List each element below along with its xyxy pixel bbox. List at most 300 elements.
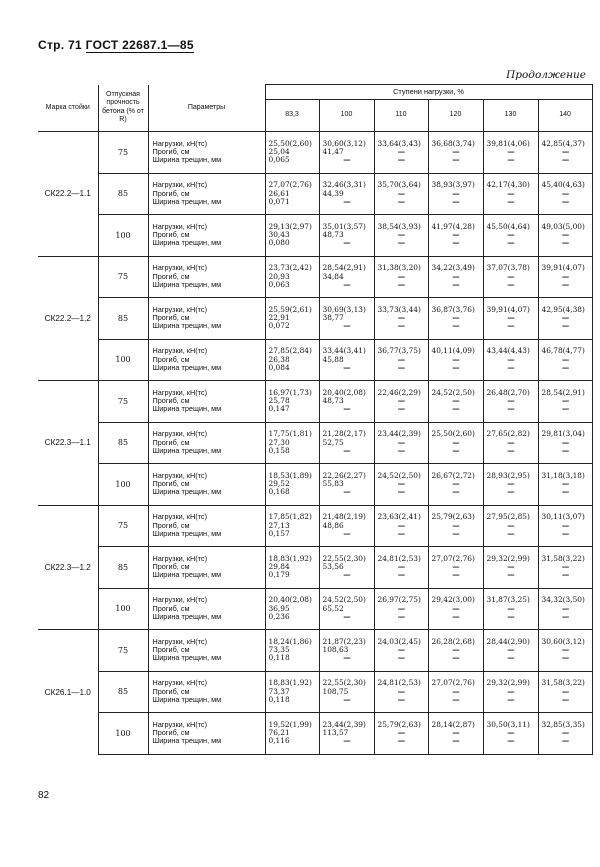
cell-value: 29,52 bbox=[268, 479, 290, 489]
dash-mark: — bbox=[452, 147, 460, 157]
cell-value: 29,42(3,00) bbox=[431, 595, 475, 605]
dash-mark: — bbox=[507, 362, 515, 372]
cell-value: 42,95(4,38) bbox=[541, 304, 585, 314]
value-cell-level-3 bbox=[374, 256, 428, 298]
value-cell-level-6 bbox=[538, 256, 592, 298]
cell-value: 45,88 bbox=[322, 354, 344, 364]
cell-value: 28,44(2,90) bbox=[486, 636, 530, 646]
cell-value: 0,157 bbox=[268, 528, 290, 538]
cell-value: 25,04 bbox=[268, 147, 290, 157]
value-cell-level-3 bbox=[374, 298, 428, 340]
cell-value: 17,75(1,81) bbox=[268, 429, 312, 439]
cell-value: 27,30 bbox=[268, 437, 290, 447]
dash-mark: — bbox=[397, 479, 406, 489]
cell-value: 42,85(4,37) bbox=[541, 138, 585, 148]
value-cell-level-2 bbox=[319, 547, 374, 589]
table-row bbox=[38, 381, 592, 423]
dash-mark: — bbox=[397, 570, 406, 580]
cell-value: 24,81(2,53) bbox=[377, 553, 421, 563]
dash-mark: — bbox=[561, 694, 570, 704]
dash-mark: — bbox=[507, 404, 515, 414]
dash-mark: — bbox=[561, 188, 570, 198]
dash-mark: — bbox=[343, 445, 351, 455]
dash-mark: — bbox=[452, 321, 460, 331]
dash-mark: — bbox=[452, 445, 460, 455]
dash-mark: — bbox=[561, 603, 570, 613]
dash-mark: — bbox=[452, 487, 460, 497]
value-cell-level-3 bbox=[374, 505, 428, 547]
params-cell bbox=[148, 671, 265, 713]
dash-mark: — bbox=[452, 570, 460, 580]
value-cell-level-4 bbox=[428, 173, 483, 215]
dash-mark: — bbox=[452, 362, 460, 372]
dash-mark: — bbox=[507, 196, 515, 206]
dash-mark: — bbox=[561, 611, 570, 621]
value-cell-level-5 bbox=[483, 173, 538, 215]
value-cell-level-3 bbox=[374, 422, 428, 464]
cell-value: 22,46(2,29) bbox=[377, 387, 421, 397]
table-row bbox=[38, 256, 592, 298]
dash-mark: — bbox=[507, 562, 515, 572]
value-cell-level-6 bbox=[538, 671, 592, 713]
cell-value: 20,40(2,08) bbox=[268, 595, 312, 605]
mark-cell: СК26.1—1.0 bbox=[38, 630, 98, 755]
dash-mark: — bbox=[452, 271, 460, 281]
value-cell-level-2 bbox=[319, 298, 374, 340]
cell-value: 16,97(1,73) bbox=[268, 387, 312, 397]
cell-value: 22,26(2,27) bbox=[322, 470, 366, 480]
dash-mark: — bbox=[397, 354, 406, 364]
params-cell bbox=[148, 505, 265, 547]
cell-value: 36,95 bbox=[268, 603, 290, 613]
table-row bbox=[38, 588, 592, 630]
value-cell-level-4 bbox=[428, 132, 483, 174]
dash-mark: — bbox=[452, 479, 460, 489]
value-cell-level-3 bbox=[374, 547, 428, 589]
dash-mark: — bbox=[507, 445, 515, 455]
value-cell-level-3 bbox=[374, 671, 428, 713]
value-cell-level-1 bbox=[265, 381, 319, 423]
cell-value: 27,13 bbox=[268, 520, 290, 530]
cell-value: 38,54(3,93) bbox=[377, 221, 421, 231]
cell-value: 25,50(2,60) bbox=[431, 429, 475, 439]
dash-mark: — bbox=[343, 611, 351, 621]
params-cell bbox=[148, 132, 265, 174]
cell-value: 30,60(3,12) bbox=[541, 636, 585, 646]
dash-mark: — bbox=[343, 528, 351, 538]
load-level-header: 110 bbox=[374, 100, 428, 132]
strength-cell: 85 bbox=[98, 422, 148, 464]
dash-mark: — bbox=[561, 479, 570, 489]
value-cell-level-3 bbox=[374, 588, 428, 630]
cell-value: 23,63(2,41) bbox=[377, 512, 421, 522]
cell-value: 20,93 bbox=[268, 271, 290, 281]
cell-value: 36,68(3,74) bbox=[431, 138, 475, 148]
cell-value: 24,81(2,53) bbox=[377, 678, 421, 688]
dash-mark: — bbox=[561, 570, 570, 580]
value-cell-level-4 bbox=[428, 713, 483, 755]
value-cell-level-6 bbox=[538, 505, 592, 547]
params-cell bbox=[148, 464, 265, 506]
cell-value: 0,147 bbox=[268, 404, 290, 414]
value-cell-level-5 bbox=[483, 505, 538, 547]
strength-cell: 85 bbox=[98, 547, 148, 589]
value-cell-level-3 bbox=[374, 173, 428, 215]
cell-value: 0,084 bbox=[268, 362, 290, 372]
cell-value: 108,75 bbox=[322, 686, 349, 696]
dash-mark: — bbox=[452, 437, 460, 447]
value-cell-level-4 bbox=[428, 422, 483, 464]
cell-value: 48,73 bbox=[322, 396, 344, 406]
dash-mark: — bbox=[507, 230, 515, 240]
dash-mark: — bbox=[507, 520, 515, 530]
cell-value: 55,83 bbox=[322, 479, 344, 489]
dash-mark: — bbox=[452, 313, 460, 323]
dash-mark: — bbox=[452, 736, 460, 746]
cell-value: 43,44(4,43) bbox=[486, 346, 530, 356]
value-cell-level-4 bbox=[428, 339, 483, 381]
dash-mark: — bbox=[561, 279, 570, 289]
dash-mark: — bbox=[561, 686, 570, 696]
page-header bbox=[38, 38, 194, 52]
cell-value: 34,22(3,49) bbox=[431, 263, 475, 273]
cell-value: 0,072 bbox=[268, 321, 290, 331]
cell-value: 32,85(3,35) bbox=[541, 719, 585, 729]
cell-value: 0,118 bbox=[268, 694, 290, 704]
dash-mark: — bbox=[561, 155, 570, 165]
cell-value: 28,93(2,95) bbox=[486, 470, 530, 480]
cell-value: 0,116 bbox=[268, 736, 290, 746]
dash-mark: — bbox=[397, 362, 406, 372]
cell-value: 33,44(3,41) bbox=[322, 346, 366, 356]
cell-value: Прогиб, см bbox=[152, 188, 190, 198]
dash-mark: — bbox=[452, 694, 460, 704]
value-cell-level-4 bbox=[428, 630, 483, 672]
dash-mark: — bbox=[507, 188, 515, 198]
cell-value: Нагрузки, кН(тс) bbox=[152, 678, 208, 688]
cell-value: 73,35 bbox=[268, 645, 290, 655]
value-cell-level-1 bbox=[265, 588, 319, 630]
cell-value: 49,03(5,00) bbox=[541, 221, 585, 231]
dash-mark: — bbox=[397, 196, 406, 206]
cell-value: 36,77(3,75) bbox=[377, 346, 421, 356]
cell-value: 26,48(2,70) bbox=[486, 387, 530, 397]
dash-mark: — bbox=[452, 155, 460, 165]
cell-value: 23,73(2,42) bbox=[268, 263, 312, 273]
dash-mark: — bbox=[507, 271, 515, 281]
dash-mark: — bbox=[452, 230, 460, 240]
cell-value: 32,46(3,31) bbox=[322, 180, 366, 190]
value-cell-level-1 bbox=[265, 298, 319, 340]
mark-cell: СК22.3—1.1 bbox=[38, 381, 98, 506]
cell-value: Прогиб, см bbox=[152, 645, 190, 655]
dash-mark: — bbox=[343, 570, 351, 580]
dash-mark: — bbox=[507, 147, 515, 157]
cell-value: 30,50(3,11) bbox=[486, 719, 530, 729]
value-cell-level-3 bbox=[374, 630, 428, 672]
table-row bbox=[38, 547, 592, 589]
cell-value: Прогиб, см bbox=[152, 354, 190, 364]
value-cell-level-2 bbox=[319, 505, 374, 547]
dash-mark: — bbox=[507, 479, 515, 489]
load-level-header: 83,3 bbox=[265, 100, 319, 132]
value-cell-level-4 bbox=[428, 671, 483, 713]
cell-value: 0,080 bbox=[268, 238, 290, 248]
cell-value: 45,50(4,64) bbox=[486, 221, 530, 231]
cell-value: 65,52 bbox=[322, 603, 344, 613]
cell-value: Ширина трещин, мм bbox=[152, 196, 222, 206]
dash-mark: — bbox=[343, 196, 351, 206]
table-row bbox=[38, 630, 592, 672]
cell-value: 19,52(1,99) bbox=[268, 719, 312, 729]
dash-mark: — bbox=[343, 362, 351, 372]
cell-value: 29,81(3,04) bbox=[541, 429, 585, 439]
params-cell bbox=[148, 381, 265, 423]
dash-mark: — bbox=[507, 611, 515, 621]
value-cell-level-3 bbox=[374, 132, 428, 174]
dash-mark: — bbox=[561, 147, 570, 157]
cell-value: 29,32(2,99) bbox=[486, 678, 530, 688]
dash-mark: — bbox=[343, 487, 351, 497]
dash-mark: — bbox=[561, 736, 570, 746]
cell-value: 24,52(2,50) bbox=[377, 470, 421, 480]
cell-value: 27,07(2,76) bbox=[431, 553, 475, 563]
cell-value: 25,78 bbox=[268, 396, 290, 406]
params-cell bbox=[148, 422, 265, 464]
strength-cell: 85 bbox=[98, 173, 148, 215]
dash-mark: — bbox=[343, 238, 351, 248]
dash-mark: — bbox=[507, 528, 515, 538]
value-cell-level-1 bbox=[265, 671, 319, 713]
dash-mark: — bbox=[452, 562, 460, 572]
dash-mark: — bbox=[397, 230, 406, 240]
dash-mark: — bbox=[507, 354, 515, 364]
params-cell bbox=[148, 215, 265, 257]
page-label: Стр. 71 bbox=[38, 38, 82, 52]
cell-value: 31,18(3,18) bbox=[541, 470, 585, 480]
cell-value: 27,07(2,76) bbox=[431, 678, 475, 688]
dash-mark: — bbox=[561, 230, 570, 240]
table-row bbox=[38, 422, 592, 464]
cell-value: Нагрузки, кН(тс) bbox=[152, 263, 208, 273]
value-cell-level-1 bbox=[265, 132, 319, 174]
cell-value: 73,37 bbox=[268, 686, 290, 696]
cell-value: 22,55(2,30) bbox=[322, 553, 366, 563]
cell-value: 33,73(3,44) bbox=[377, 304, 421, 314]
value-cell-level-1 bbox=[265, 339, 319, 381]
value-cell-level-6 bbox=[538, 173, 592, 215]
load-level-header: 130 bbox=[483, 100, 538, 132]
cell-value: 35,01(3,57) bbox=[322, 221, 366, 231]
strength-cell: 75 bbox=[98, 505, 148, 547]
value-cell-level-6 bbox=[538, 381, 592, 423]
cell-value: 53,56 bbox=[322, 562, 344, 572]
dash-mark: — bbox=[397, 694, 406, 704]
column-header-load-levels: Ступени нагрузки, % bbox=[265, 85, 592, 100]
strength-cell: 85 bbox=[98, 671, 148, 713]
dash-mark: — bbox=[452, 603, 460, 613]
cell-value: 108,63 bbox=[322, 645, 349, 655]
table-row bbox=[38, 173, 592, 215]
strength-cell: 100 bbox=[98, 339, 148, 381]
value-cell-level-2 bbox=[319, 132, 374, 174]
cell-value: 34,32(3,50) bbox=[541, 595, 585, 605]
cell-value: 18,83(1,92) bbox=[268, 553, 312, 563]
cell-value: 23,44(2,39) bbox=[322, 719, 366, 729]
value-cell-level-5 bbox=[483, 339, 538, 381]
dash-mark: — bbox=[507, 645, 515, 655]
cell-value: 36,87(3,76) bbox=[431, 304, 475, 314]
value-cell-level-4 bbox=[428, 505, 483, 547]
value-cell-level-5 bbox=[483, 381, 538, 423]
value-cell-level-2 bbox=[319, 256, 374, 298]
strength-cell: 100 bbox=[98, 464, 148, 506]
dash-mark: — bbox=[561, 354, 570, 364]
value-cell-level-4 bbox=[428, 464, 483, 506]
table-row bbox=[38, 464, 592, 506]
column-header-params: Параметры bbox=[148, 85, 265, 132]
cell-value: 30,11(3,07) bbox=[541, 512, 585, 522]
value-cell-level-5 bbox=[483, 671, 538, 713]
cell-value: Прогиб, см bbox=[152, 271, 190, 281]
cell-value: Ширина трещин, мм bbox=[152, 653, 222, 663]
cell-value: 31,58(3,22) bbox=[541, 553, 585, 563]
value-cell-level-1 bbox=[265, 215, 319, 257]
cell-value: Ширина трещин, мм bbox=[152, 445, 222, 455]
dash-mark: — bbox=[452, 645, 460, 655]
value-cell-level-4 bbox=[428, 588, 483, 630]
strength-cell: 85 bbox=[98, 298, 148, 340]
dash-mark: — bbox=[397, 155, 406, 165]
value-cell-level-3 bbox=[374, 713, 428, 755]
dash-mark: — bbox=[507, 321, 515, 331]
dash-mark: — bbox=[561, 271, 570, 281]
table-row bbox=[38, 671, 592, 713]
dash-mark: — bbox=[397, 188, 406, 198]
cell-value: Ширина трещин, мм bbox=[152, 570, 222, 580]
value-cell-level-2 bbox=[319, 588, 374, 630]
dash-mark: — bbox=[452, 354, 460, 364]
cell-value: 20,40(2,08) bbox=[322, 387, 366, 397]
value-cell-level-5 bbox=[483, 713, 538, 755]
column-header-mark: Марка стойки bbox=[38, 85, 98, 132]
cell-value: 28,14(2,87) bbox=[431, 719, 475, 729]
cell-value: 34,84 bbox=[322, 271, 344, 281]
dash-mark: — bbox=[343, 279, 351, 289]
dash-mark: — bbox=[452, 404, 460, 414]
dash-mark: — bbox=[397, 728, 406, 738]
cell-value: Ширина трещин, мм bbox=[152, 611, 222, 621]
cell-value: Ширина трещин, мм bbox=[152, 155, 222, 165]
value-cell-level-3 bbox=[374, 381, 428, 423]
cell-value: 46,78(4,77) bbox=[541, 346, 585, 356]
value-cell-level-3 bbox=[374, 215, 428, 257]
table-row bbox=[38, 298, 592, 340]
dash-mark: — bbox=[507, 728, 515, 738]
gost-number: ГОСТ 22687.1—85 bbox=[85, 38, 194, 52]
cell-value: 76,21 bbox=[268, 728, 290, 738]
params-cell bbox=[148, 713, 265, 755]
cell-value: Нагрузки, кН(тс) bbox=[152, 595, 208, 605]
value-cell-level-2 bbox=[319, 381, 374, 423]
dash-mark: — bbox=[507, 686, 515, 696]
cell-value: 41,47 bbox=[322, 147, 344, 157]
dash-mark: — bbox=[561, 728, 570, 738]
value-cell-level-6 bbox=[538, 713, 592, 755]
dash-mark: — bbox=[343, 736, 351, 746]
dash-mark: — bbox=[397, 313, 406, 323]
cell-value: 25,79(2,63) bbox=[377, 719, 421, 729]
dash-mark: — bbox=[397, 562, 406, 572]
cell-value: 0,065 bbox=[268, 155, 290, 165]
value-cell-level-4 bbox=[428, 381, 483, 423]
dash-mark: — bbox=[397, 520, 406, 530]
cell-value: Нагрузки, кН(тс) bbox=[152, 553, 208, 563]
cell-value: 29,84 bbox=[268, 562, 290, 572]
cell-value: 0,236 bbox=[268, 611, 290, 621]
dash-mark: — bbox=[561, 396, 570, 406]
cell-value: Нагрузки, кН(тс) bbox=[152, 387, 208, 397]
cell-value: 28,54(2,91) bbox=[322, 263, 366, 273]
value-cell-level-4 bbox=[428, 547, 483, 589]
cell-value: 30,60(3,12) bbox=[322, 138, 366, 148]
dash-mark: — bbox=[397, 645, 406, 655]
cell-value: 0,071 bbox=[268, 196, 290, 206]
dash-mark: — bbox=[507, 570, 515, 580]
cell-value: Нагрузки, кН(тс) bbox=[152, 470, 208, 480]
cell-value: Нагрузки, кН(тс) bbox=[152, 180, 208, 190]
cell-value: Прогиб, см bbox=[152, 686, 190, 696]
load-level-header: 100 bbox=[319, 100, 374, 132]
dash-mark: — bbox=[561, 313, 570, 323]
cell-value: 29,32(2,99) bbox=[486, 553, 530, 563]
cell-value: 27,85(2,84) bbox=[268, 346, 312, 356]
strength-cell: 100 bbox=[98, 713, 148, 755]
table-row bbox=[38, 132, 592, 174]
cell-value: 21,28(2,17) bbox=[322, 429, 366, 439]
dash-mark: — bbox=[561, 653, 570, 663]
cell-value: 48,86 bbox=[322, 520, 344, 530]
cell-value: Нагрузки, кН(тс) bbox=[152, 512, 208, 522]
dash-mark: — bbox=[343, 321, 351, 331]
params-cell bbox=[148, 298, 265, 340]
value-cell-level-5 bbox=[483, 630, 538, 672]
cell-value: Нагрузки, кН(тс) bbox=[152, 221, 208, 231]
value-cell-level-3 bbox=[374, 464, 428, 506]
value-cell-level-1 bbox=[265, 505, 319, 547]
cell-value: 23,44(2,39) bbox=[377, 429, 421, 439]
cell-value: Ширина трещин, мм bbox=[152, 238, 222, 248]
dash-mark: — bbox=[561, 404, 570, 414]
value-cell-level-1 bbox=[265, 630, 319, 672]
value-cell-level-1 bbox=[265, 713, 319, 755]
dash-mark: — bbox=[397, 321, 406, 331]
strength-cell: 75 bbox=[98, 630, 148, 672]
dash-mark: — bbox=[452, 528, 460, 538]
cell-value: Прогиб, см bbox=[152, 479, 190, 489]
value-cell-level-6 bbox=[538, 630, 592, 672]
cell-value: 17,85(1,82) bbox=[268, 512, 312, 522]
value-cell-level-4 bbox=[428, 215, 483, 257]
cell-value: 0,168 bbox=[268, 487, 290, 497]
cell-value: 18,83(1,92) bbox=[268, 678, 312, 688]
value-cell-level-6 bbox=[538, 422, 592, 464]
value-cell-level-5 bbox=[483, 298, 538, 340]
mark-cell: СК22.3—1.2 bbox=[38, 505, 98, 630]
value-cell-level-2 bbox=[319, 215, 374, 257]
value-cell-level-1 bbox=[265, 173, 319, 215]
cell-value: 28,54(2,91) bbox=[541, 387, 585, 397]
